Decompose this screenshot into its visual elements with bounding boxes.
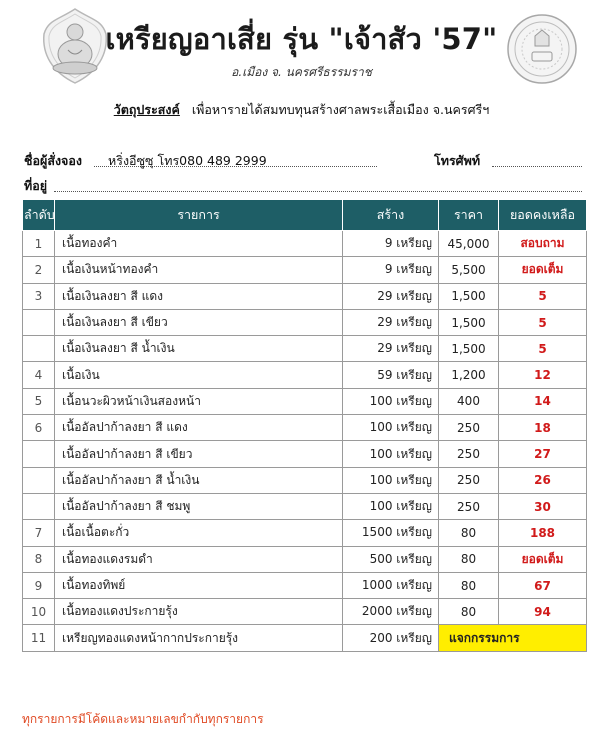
row-made: 29 เหรียญ <box>343 283 439 309</box>
row-price: 80 <box>439 546 499 572</box>
table-row <box>23 467 587 493</box>
row-remaining: 30 <box>499 493 587 519</box>
row-remaining: 5 <box>499 283 587 309</box>
row-no: 4 <box>23 362 55 388</box>
row-price: 45,000 <box>439 231 499 257</box>
row-no <box>23 309 55 335</box>
header-remaining: ยอดคงเหลือ <box>499 200 587 231</box>
purpose-label: วัตถุประสงค์ <box>113 102 180 117</box>
row-no: 10 <box>23 599 55 625</box>
address-label: ที่อยู่ <box>24 178 48 193</box>
row-remaining: 27 <box>499 441 587 467</box>
row-made: 100 เหรียญ <box>343 467 439 493</box>
row-item: เนื้ออัลปาก้าลงยา สี แดง <box>55 415 343 441</box>
row-allocation-note: แจกกรรมการ <box>439 625 587 651</box>
row-made: 1500 เหรียญ <box>343 520 439 546</box>
row-no: 2 <box>23 257 55 283</box>
table-header-row <box>23 200 587 231</box>
row-no: 9 <box>23 572 55 598</box>
table-row <box>23 309 587 335</box>
row-price: 250 <box>439 493 499 519</box>
row-made: 200 เหรียญ <box>343 625 439 651</box>
row-made: 100 เหรียญ <box>343 415 439 441</box>
row-remaining: สอบถาม <box>499 231 587 257</box>
header-no: ลำดับ <box>23 200 55 231</box>
address-field[interactable] <box>54 177 582 192</box>
row-remaining: 67 <box>499 572 587 598</box>
row-remaining: 94 <box>499 599 587 625</box>
row-remaining: ยอดเต็ม <box>499 546 587 572</box>
row-item: เนื้อทองคำ <box>55 231 343 257</box>
location-subtitle: อ.เมือง จ. นครศรีธรรมราช <box>231 65 372 79</box>
row-price: 1,500 <box>439 336 499 362</box>
row-item: เหรียญทองแดงหน้ากากประกายรุ้ง <box>55 625 343 651</box>
row-price: 5,500 <box>439 257 499 283</box>
row-no: 6 <box>23 415 55 441</box>
row-item: เนื้อนวะผิวหน้าเงินสองหน้า <box>55 388 343 414</box>
row-item: เนื้อทองทิพย์ <box>55 572 343 598</box>
row-price: 250 <box>439 467 499 493</box>
row-price: 1,200 <box>439 362 499 388</box>
purpose-line <box>0 100 603 120</box>
row-price: 250 <box>439 441 499 467</box>
orderer-name-value[interactable]: หริ่งอีซูซุ โทร080 489 2999 <box>108 153 267 168</box>
row-item: เนื้อเงิน <box>55 362 343 388</box>
table-row <box>23 572 587 598</box>
table-row <box>23 336 587 362</box>
row-no: 5 <box>23 388 55 414</box>
row-no <box>23 441 55 467</box>
header-item: รายการ <box>55 200 343 231</box>
table-row <box>23 441 587 467</box>
phone-label: โทรศัพท์ <box>434 153 481 168</box>
row-made: 100 เหรียญ <box>343 388 439 414</box>
table-row <box>23 257 587 283</box>
row-made: 500 เหรียญ <box>343 546 439 572</box>
row-made: 29 เหรียญ <box>343 309 439 335</box>
row-no: 8 <box>23 546 55 572</box>
header-price: ราคา <box>439 200 499 231</box>
row-remaining: 5 <box>499 309 587 335</box>
table-row <box>23 415 587 441</box>
row-no <box>23 493 55 519</box>
purpose-text: เพื่อหารายได้สมทบทุนสร้างศาลพระเสื้อเมือง จ.นครศรีฯ <box>191 102 490 117</box>
table-row <box>23 283 587 309</box>
page-title: เหรียญอาเสี่ย รุ่น "เจ้าสัว '57" <box>105 22 498 56</box>
row-price: 400 <box>439 388 499 414</box>
row-made: 100 เหรียญ <box>343 493 439 519</box>
row-item: เนื้อเงินลงยา สี เขียว <box>55 309 343 335</box>
row-no: 1 <box>23 231 55 257</box>
phone-field[interactable] <box>492 152 582 167</box>
row-remaining: 18 <box>499 415 587 441</box>
row-no: 7 <box>23 520 55 546</box>
table-row <box>23 520 587 546</box>
table-row <box>23 546 587 572</box>
table-row <box>23 388 587 414</box>
row-made: 29 เหรียญ <box>343 336 439 362</box>
row-price: 1,500 <box>439 283 499 309</box>
row-remaining: 12 <box>499 362 587 388</box>
row-no: 11 <box>23 625 55 651</box>
row-made: 59 เหรียญ <box>343 362 439 388</box>
table-row <box>23 625 587 651</box>
row-item: เนื้อเนื้อตะกั่ว <box>55 520 343 546</box>
row-item: เนื้ออัลปาก้าลงยา สี เขียว <box>55 441 343 467</box>
row-price: 80 <box>439 599 499 625</box>
row-made: 100 เหรียญ <box>343 441 439 467</box>
row-remaining: 5 <box>499 336 587 362</box>
row-no <box>23 467 55 493</box>
row-item: เนื้ออัลปาก้าลงยา สี ชมพู <box>55 493 343 519</box>
row-price: 80 <box>439 520 499 546</box>
row-remaining: 188 <box>499 520 587 546</box>
row-remaining: 26 <box>499 467 587 493</box>
row-item: เนื้อเงินหน้าทองคำ <box>55 257 343 283</box>
row-made: 9 เหรียญ <box>343 257 439 283</box>
orderer-name-label: ชื่อผู้สั่งจอง <box>24 153 82 168</box>
table-row <box>23 493 587 519</box>
table-row <box>23 599 587 625</box>
orderer-line <box>24 151 584 169</box>
row-item: เนื้ออัลปาก้าลงยา สี น้ำเงิน <box>55 467 343 493</box>
row-item: เนื้อเงินลงยา สี แดง <box>55 283 343 309</box>
table-row <box>23 362 587 388</box>
row-item: เนื้อทองแดงประกายรุ้ง <box>55 599 343 625</box>
row-made: 9 เหรียญ <box>343 231 439 257</box>
address-line <box>24 176 584 194</box>
row-item: เนื้อทองแดงรมดำ <box>55 546 343 572</box>
row-made: 2000 เหรียญ <box>343 599 439 625</box>
row-no <box>23 336 55 362</box>
row-remaining: 14 <box>499 388 587 414</box>
row-item: เนื้อเงินลงยา สี น้ำเงิน <box>55 336 343 362</box>
row-price: 250 <box>439 415 499 441</box>
row-price: 80 <box>439 572 499 598</box>
row-made: 1000 เหรียญ <box>343 572 439 598</box>
header-made: สร้าง <box>343 200 439 231</box>
row-price: 1,500 <box>439 309 499 335</box>
row-no: 3 <box>23 283 55 309</box>
row-remaining: ยอดเต็ม <box>499 257 587 283</box>
table-row <box>23 231 587 257</box>
price-table <box>22 199 587 652</box>
footnote: ทุกรายการมีโค้ดและหมายเลขกำกับทุกรายการ <box>22 712 264 726</box>
